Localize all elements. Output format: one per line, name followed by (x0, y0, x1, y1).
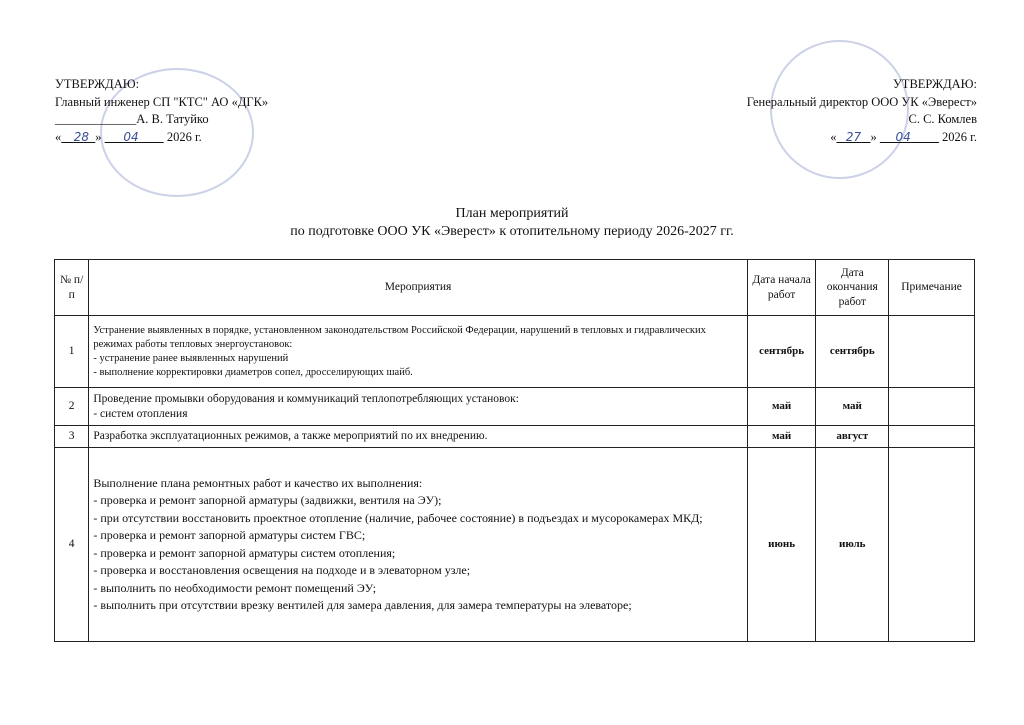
row-activity (89, 388, 747, 426)
row-note (889, 316, 975, 388)
approval-left-date: « 28 » 04 2026 г. (55, 129, 202, 144)
approval-left-signature-line: _____________А. В. Татуйко (55, 112, 209, 126)
title-line-2: по подготовке ООО УК «Эверест» к отопительному периоду 2026-2027 гг. (290, 224, 734, 239)
approval-right (747, 76, 977, 146)
approval-right-signature-line: С. С. Комлев (908, 112, 977, 126)
approval-left (55, 76, 268, 146)
row-activity (89, 426, 747, 448)
activity-line: - устранение ранее выявленных нарушений (93, 352, 289, 364)
approval-left-heading: УТВЕРЖДАЮ: (55, 77, 140, 91)
approval-left-day: 28 (73, 129, 90, 144)
activity-line: - проверка и восстановления освещения на подходе и в элеваторном узле; (93, 563, 471, 577)
row-end: август (816, 426, 889, 448)
row-end: май (816, 388, 889, 426)
row-activity (89, 448, 747, 642)
approval-right-position: Генеральный директор ООО УК «Эверест» (746, 94, 977, 109)
activities-table (54, 259, 975, 642)
activity-line: - проверка и ремонт запорной арматуры систем ГВС; (93, 528, 366, 542)
header-num: № п/п (55, 260, 89, 316)
activity-line: - систем отопления (93, 407, 188, 420)
approval-right-day: 27 (845, 129, 862, 144)
row-start: май (747, 426, 816, 448)
table-header-row (55, 260, 975, 316)
approval-right-heading: УТВЕРЖДАЮ: (892, 77, 977, 91)
row-end: июль (816, 448, 889, 642)
approval-left-year: 2026 г. (166, 129, 202, 144)
approval-left-month: 04 (123, 129, 139, 144)
row-num: 2 (55, 388, 89, 426)
header-activity: Мероприятия (89, 260, 747, 316)
row-activity (89, 316, 747, 388)
header-end: Дата окончания работ (816, 260, 889, 316)
row-num: 4 (55, 448, 89, 642)
activity-line: - проверка и ремонт запорной арматуры систем отопления; (93, 545, 396, 560)
row-num: 1 (55, 316, 89, 388)
activity-line: - при отсутствии восстановить проектное отопление (наличие, рабочее состояние) в подъездах и мусорокамерах МКД; (93, 510, 703, 525)
header-note: Примечание (889, 260, 975, 316)
activity-line: Устранение выявленных в порядке, установленном законодательством Российской Федерации, нарушений в тепловых и гидравлических режимах работы тепловых энергоустановок: (93, 324, 706, 350)
approval-right-date: « 27 » 04 2026 г. (830, 129, 977, 144)
row-start: май (747, 388, 816, 426)
document-title (0, 205, 1024, 241)
approval-left-position: Главный инженер СП "КТС" АО «ДГК» (55, 94, 269, 109)
header-start: Дата начала работ (747, 260, 816, 316)
row-note (889, 426, 975, 448)
table-row (55, 426, 975, 448)
activity-line: - выполнить по необходимости ремонт помещений ЭУ; (93, 580, 377, 595)
row-note (889, 388, 975, 426)
row-num: 3 (55, 426, 89, 448)
title-line-1: План мероприятий (455, 206, 569, 221)
activity-line: - проверка и ремонт запорной арматуры (задвижки, вентиля на ЭУ); (93, 493, 442, 507)
activity-line: Разработка эксплуатационных режимов, а также мероприятий по их внедрению. (93, 430, 488, 443)
table-row (55, 448, 975, 642)
approval-right-year: 2026 г. (942, 129, 977, 144)
row-start: сентябрь (747, 316, 816, 388)
row-start: июнь (747, 448, 816, 642)
activity-line: - выполнить при отсутствии врезку вентилей для замера давления, для замера температуры на элеваторе; (93, 598, 632, 612)
row-end: сентябрь (816, 316, 889, 388)
table-row (55, 388, 975, 426)
activity-line: Проведение промывки оборудования и коммуникаций теплопотребляющих установок: (93, 393, 519, 405)
table-row (55, 316, 975, 388)
approval-right-month: 04 (895, 129, 911, 144)
activity-line: - выполнение корректировки диаметров сопел, дросселирующих шайб. (93, 366, 413, 378)
row-note (889, 448, 975, 642)
activity-line: Выполнение плана ремонтных работ и качество их выполнения: (93, 475, 423, 490)
